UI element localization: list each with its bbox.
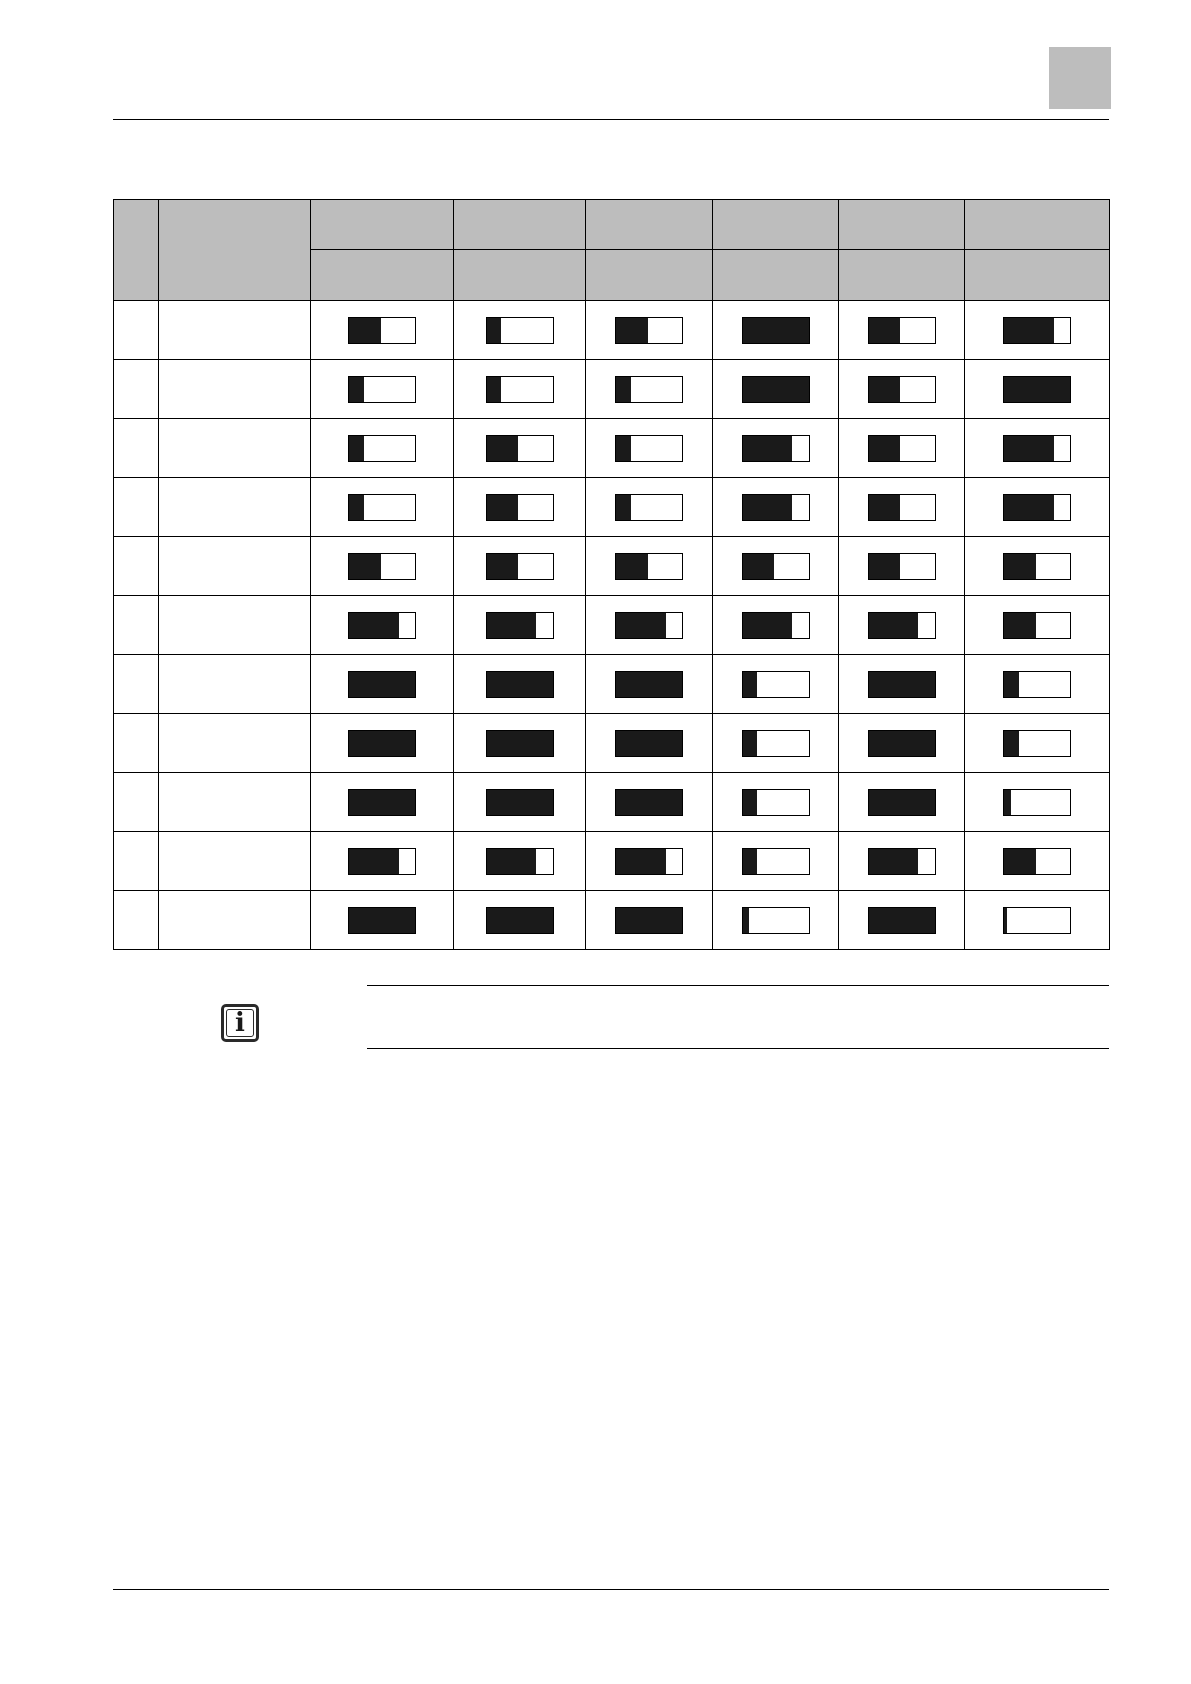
level-cell (454, 360, 586, 419)
level-cell (586, 773, 713, 832)
level-cell (311, 655, 454, 714)
table-row (114, 419, 1110, 478)
row-id-cell (114, 478, 159, 537)
level-bar (742, 612, 810, 639)
level-cell (965, 773, 1110, 832)
level-cell (965, 419, 1110, 478)
level-cell (965, 655, 1110, 714)
level-bar-fill (743, 908, 750, 933)
level-cell (713, 714, 839, 773)
level-bar-fill (743, 377, 809, 402)
level-cell (311, 891, 454, 950)
footer-rule (113, 1589, 1109, 1590)
level-bar (1003, 553, 1071, 580)
level-cell (965, 832, 1110, 891)
level-cell (713, 891, 839, 950)
level-bar-fill (616, 554, 648, 579)
header-cell-col1 (311, 200, 454, 250)
subheader-cell-col6 (965, 250, 1110, 301)
chapter-tab-marker (1049, 47, 1111, 109)
level-bar (742, 494, 810, 521)
header-cell-col2 (454, 200, 586, 250)
level-bar (868, 671, 936, 698)
level-bar (348, 730, 416, 757)
level-bar (615, 848, 683, 875)
header-cell-col4 (713, 200, 839, 250)
level-bar (486, 376, 554, 403)
level-bar-fill (869, 790, 935, 815)
level-cell (311, 478, 454, 537)
level-cell (454, 714, 586, 773)
level-cell (839, 832, 965, 891)
row-id-cell (114, 419, 159, 478)
level-cell (454, 596, 586, 655)
level-bar-fill (869, 377, 901, 402)
level-bar-fill (349, 554, 381, 579)
level-bar-fill (487, 495, 519, 520)
level-bar-fill (743, 436, 793, 461)
level-cell (839, 419, 965, 478)
level-bar-fill (349, 672, 415, 697)
level-bar (486, 789, 554, 816)
subheader-cell-col4 (713, 250, 839, 301)
level-bar (615, 494, 683, 521)
level-cell (839, 301, 965, 360)
level-bar (348, 848, 416, 875)
header-cell-id (114, 200, 159, 301)
table-row (114, 714, 1110, 773)
row-id-cell (114, 301, 159, 360)
level-bar (742, 848, 810, 875)
level-bar-fill (616, 495, 631, 520)
level-bar (868, 435, 936, 462)
level-bar-fill (869, 436, 901, 461)
row-name-cell (159, 478, 311, 537)
level-bar (1003, 907, 1071, 934)
level-bar (486, 671, 554, 698)
level-cell (454, 537, 586, 596)
level-bar (868, 789, 936, 816)
row-id-cell (114, 891, 159, 950)
level-cell (454, 773, 586, 832)
level-bar (615, 553, 683, 580)
level-cell (454, 419, 586, 478)
level-bar-fill (487, 849, 537, 874)
level-bar (868, 376, 936, 403)
level-cell (713, 478, 839, 537)
level-bar (868, 317, 936, 344)
level-cell (311, 537, 454, 596)
row-id-cell (114, 360, 159, 419)
level-cell (454, 655, 586, 714)
level-bar (348, 907, 416, 934)
header-rule (113, 119, 1109, 120)
level-cell (839, 773, 965, 832)
header-cell-col3 (586, 200, 713, 250)
level-cell (965, 596, 1110, 655)
level-bar-fill (743, 672, 758, 697)
row-name-cell (159, 773, 311, 832)
level-bar (742, 671, 810, 698)
level-cell (586, 832, 713, 891)
level-bar-fill (616, 672, 682, 697)
level-cell (586, 891, 713, 950)
level-cell (586, 714, 713, 773)
level-bar-fill (1004, 849, 1036, 874)
subheader-cell-col2 (454, 250, 586, 301)
level-cell (713, 419, 839, 478)
level-bar-fill (349, 849, 399, 874)
level-cell (311, 301, 454, 360)
level-bar (486, 494, 554, 521)
level-bar-fill (743, 790, 758, 815)
level-cell (586, 655, 713, 714)
row-id-cell (114, 655, 159, 714)
level-bar (615, 907, 683, 934)
level-bar (742, 317, 810, 344)
level-matrix-table (113, 199, 1110, 950)
table-row (114, 478, 1110, 537)
level-bar (742, 435, 810, 462)
level-cell (454, 832, 586, 891)
level-bar (1003, 376, 1071, 403)
row-name-cell (159, 419, 311, 478)
level-bar-fill (616, 436, 631, 461)
level-bar-fill (1004, 672, 1019, 697)
level-bar (348, 494, 416, 521)
level-bar-fill (1004, 495, 1054, 520)
level-cell (454, 301, 586, 360)
level-cell (839, 655, 965, 714)
level-bar (486, 612, 554, 639)
level-cell (586, 596, 713, 655)
level-cell (713, 773, 839, 832)
level-bar-fill (349, 908, 415, 933)
level-bar-fill (869, 613, 919, 638)
level-bar (742, 730, 810, 757)
row-name-cell (159, 832, 311, 891)
level-bar (742, 553, 810, 580)
level-bar (615, 671, 683, 698)
level-bar (486, 435, 554, 462)
row-id-cell (114, 537, 159, 596)
level-cell (965, 301, 1110, 360)
level-bar (868, 494, 936, 521)
info-icon-glyph: i (235, 1008, 245, 1038)
level-bar-fill (487, 790, 553, 815)
table-row (114, 596, 1110, 655)
row-name-cell (159, 655, 311, 714)
level-bar-fill (349, 613, 399, 638)
level-bar (486, 907, 554, 934)
row-name-cell (159, 891, 311, 950)
row-name-cell (159, 537, 311, 596)
level-bar (1003, 317, 1071, 344)
level-cell (586, 419, 713, 478)
level-bar-fill (869, 554, 901, 579)
level-bar-fill (349, 436, 364, 461)
level-cell (311, 773, 454, 832)
level-bar (348, 435, 416, 462)
level-bar-fill (349, 377, 364, 402)
level-cell (586, 478, 713, 537)
level-bar (868, 553, 936, 580)
level-bar (486, 848, 554, 875)
level-cell (713, 596, 839, 655)
level-bar (615, 376, 683, 403)
level-bar-fill (869, 731, 935, 756)
level-bar-fill (1004, 908, 1007, 933)
level-bar-fill (616, 377, 631, 402)
level-bar-fill (1004, 554, 1036, 579)
level-bar-fill (487, 377, 502, 402)
level-cell (311, 832, 454, 891)
level-bar-fill (487, 436, 519, 461)
level-bar-fill (743, 613, 793, 638)
level-bar-fill (743, 849, 758, 874)
level-bar-fill (487, 908, 553, 933)
level-bar (348, 789, 416, 816)
header-cell-col5 (839, 200, 965, 250)
header-cell-col6 (965, 200, 1110, 250)
level-bar-fill (1004, 318, 1054, 343)
level-bar (615, 317, 683, 344)
level-cell (965, 891, 1110, 950)
level-cell (965, 537, 1110, 596)
row-id-cell (114, 714, 159, 773)
note-top-rule (367, 985, 1109, 986)
level-bar (348, 612, 416, 639)
level-cell (839, 537, 965, 596)
level-cell (454, 891, 586, 950)
level-bar (1003, 730, 1071, 757)
level-bar-fill (487, 731, 553, 756)
level-bar-fill (743, 495, 793, 520)
level-bar (742, 907, 810, 934)
level-cell (713, 537, 839, 596)
level-bar-fill (869, 849, 919, 874)
level-bar (868, 848, 936, 875)
level-bar-fill (349, 731, 415, 756)
subheader-cell-col1 (311, 250, 454, 301)
row-id-cell (114, 773, 159, 832)
level-bar (868, 730, 936, 757)
row-name-cell (159, 714, 311, 773)
level-bar (742, 789, 810, 816)
level-bar-fill (869, 908, 935, 933)
row-name-cell (159, 301, 311, 360)
table-row (114, 832, 1110, 891)
row-name-cell (159, 360, 311, 419)
note-bottom-rule (367, 1048, 1109, 1049)
header-cell-name (159, 200, 311, 301)
level-cell (839, 478, 965, 537)
level-cell (839, 596, 965, 655)
level-bar (486, 317, 554, 344)
level-bar-fill (1004, 613, 1036, 638)
level-bar-fill (616, 790, 682, 815)
table-row (114, 891, 1110, 950)
subheader-cell-col3 (586, 250, 713, 301)
level-bar (615, 612, 683, 639)
level-bar (348, 376, 416, 403)
level-bar (615, 435, 683, 462)
level-bar-fill (349, 790, 415, 815)
level-bar-fill (616, 731, 682, 756)
table-row (114, 537, 1110, 596)
level-bar-fill (1004, 731, 1019, 756)
level-bar-fill (487, 672, 553, 697)
level-cell (965, 360, 1110, 419)
level-bar-fill (487, 554, 519, 579)
level-cell (965, 714, 1110, 773)
level-bar-fill (1004, 790, 1011, 815)
row-id-cell (114, 596, 159, 655)
level-bar-fill (869, 672, 935, 697)
level-cell (839, 891, 965, 950)
level-bar (868, 612, 936, 639)
level-cell (311, 596, 454, 655)
level-cell (454, 478, 586, 537)
level-bar-fill (869, 318, 901, 343)
table-row (114, 360, 1110, 419)
level-bar-fill (1004, 377, 1070, 402)
level-bar-fill (616, 849, 666, 874)
level-bar (1003, 612, 1071, 639)
row-name-cell (159, 596, 311, 655)
table-row (114, 655, 1110, 714)
info-icon (221, 1004, 259, 1042)
header-row-1 (114, 200, 1110, 250)
table-row (114, 773, 1110, 832)
level-cell (839, 360, 965, 419)
row-id-cell (114, 832, 159, 891)
level-bar-fill (869, 495, 901, 520)
level-bar (486, 553, 554, 580)
level-bar-fill (616, 613, 666, 638)
level-cell (713, 301, 839, 360)
level-bar (348, 317, 416, 344)
level-bar-fill (616, 318, 648, 343)
level-bar-fill (349, 318, 381, 343)
level-bar (742, 376, 810, 403)
level-bar (1003, 848, 1071, 875)
level-bar (1003, 494, 1071, 521)
level-bar-fill (1004, 436, 1054, 461)
level-bar (1003, 789, 1071, 816)
level-bar-fill (743, 318, 809, 343)
level-bar-fill (743, 554, 775, 579)
subheader-cell-col5 (839, 250, 965, 301)
level-bar (615, 730, 683, 757)
level-bar-fill (487, 318, 502, 343)
level-bar (1003, 671, 1071, 698)
level-cell (311, 360, 454, 419)
level-cell (586, 537, 713, 596)
level-cell (713, 360, 839, 419)
level-bar (486, 730, 554, 757)
level-bar (1003, 435, 1071, 462)
level-bar (348, 671, 416, 698)
level-cell (839, 714, 965, 773)
level-cell (586, 360, 713, 419)
level-cell (713, 832, 839, 891)
level-bar-fill (743, 731, 758, 756)
level-cell (713, 655, 839, 714)
level-cell (586, 301, 713, 360)
level-bar (615, 789, 683, 816)
level-cell (311, 419, 454, 478)
level-bar-fill (616, 908, 682, 933)
level-bar-fill (349, 495, 364, 520)
level-bar (348, 553, 416, 580)
level-bar (868, 907, 936, 934)
level-bar-fill (487, 613, 537, 638)
table-row (114, 301, 1110, 360)
level-cell (311, 714, 454, 773)
level-cell (965, 478, 1110, 537)
